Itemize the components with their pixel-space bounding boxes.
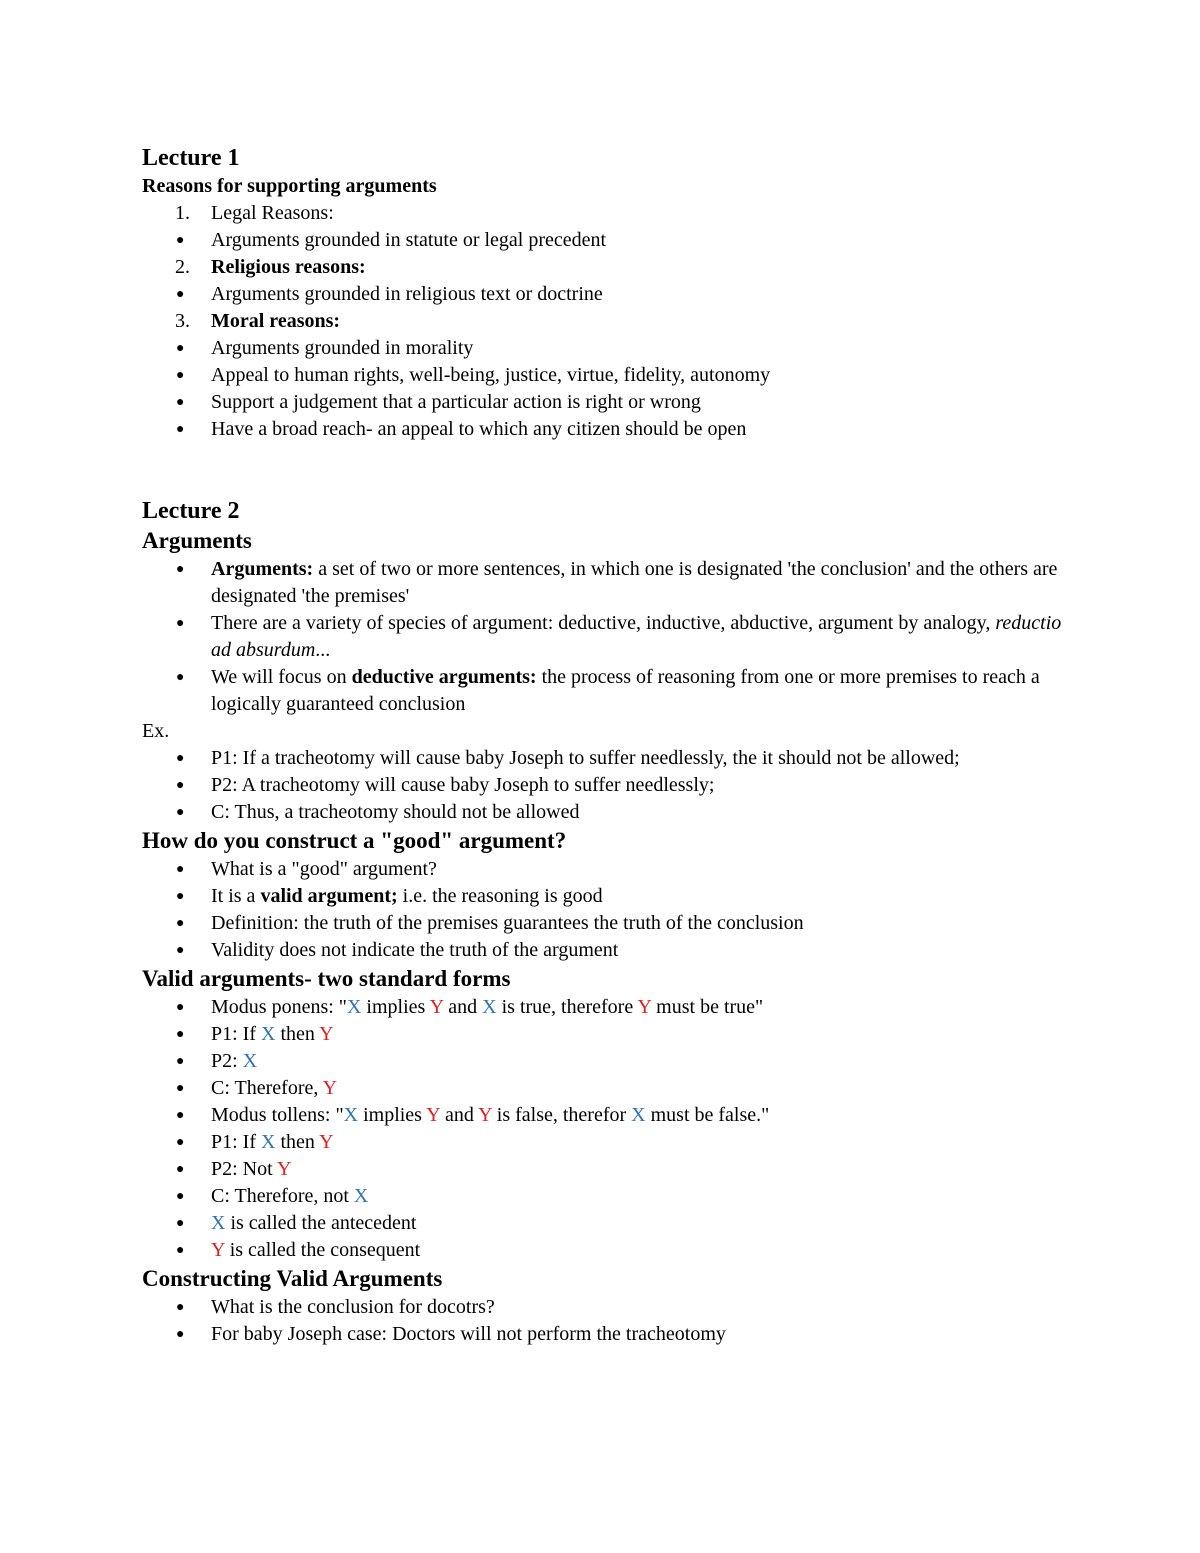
list-item — [142, 416, 1062, 443]
list-item — [142, 1075, 1062, 1102]
var-x: X — [242, 1050, 258, 1072]
bullet-icon: ● — [176, 1027, 185, 1042]
list-item — [142, 1294, 1062, 1321]
list-number: 1. — [175, 202, 190, 224]
list-item-text — [211, 1131, 334, 1153]
text-segment: and — [439, 1104, 479, 1126]
list-item-label: Legal Reasons: — [211, 202, 334, 224]
list-item — [142, 745, 1062, 772]
var-x: X — [211, 1212, 226, 1234]
list-item — [142, 994, 1062, 1021]
list-number: 3. — [175, 310, 190, 332]
bullet-icon: ● — [176, 1243, 185, 1258]
list-item — [142, 200, 1062, 227]
list-item-label: Religious reasons: — [211, 256, 366, 278]
list-item-text: Arguments grounded in religious text or doctrine — [211, 283, 603, 305]
list-item — [142, 227, 1062, 254]
bullet-icon: ● — [176, 395, 185, 410]
list-number: 2. — [175, 256, 190, 278]
list-item — [142, 883, 1062, 910]
bullet-icon: ● — [176, 751, 185, 766]
bullet-icon: ● — [176, 562, 185, 577]
document-page — [142, 143, 1062, 1348]
list-item-text: For baby Joseph case: Doctors will not perform the tracheotomy — [211, 1323, 726, 1345]
list-item — [142, 389, 1062, 416]
focus-pre: We will focus on — [211, 666, 352, 688]
list-item-text — [211, 885, 603, 907]
list-item-text: Validity does not indicate the truth of the argument — [211, 939, 619, 961]
text-segment: C: Therefore, — [211, 1077, 323, 1099]
text-segment: Modus tollens: " — [211, 1104, 344, 1126]
good-argument-heading: How do you construct a "good" argument? — [142, 828, 567, 853]
list-item-text — [211, 1077, 337, 1099]
valid-pre: It is a — [211, 885, 261, 907]
lecture-1-title: Lecture 1 — [142, 145, 240, 171]
list-item — [142, 556, 1062, 610]
var-y: Y — [478, 1104, 492, 1126]
list-item — [142, 1237, 1062, 1264]
list-item — [142, 610, 1062, 664]
list-item — [142, 281, 1062, 308]
var-x: X — [482, 996, 497, 1018]
list-item — [142, 254, 1062, 281]
bullet-icon: ● — [176, 1216, 185, 1231]
text-segment: must be true" — [651, 996, 764, 1018]
bullet-icon: ● — [176, 670, 185, 685]
list-item-text: Arguments grounded in morality — [211, 337, 474, 359]
list-item-text — [211, 666, 1040, 715]
ellipsis-text: ... — [315, 639, 331, 661]
var-x: X — [261, 1023, 276, 1045]
bullet-icon: ● — [176, 862, 185, 877]
term-bold: deductive arguments: — [351, 666, 537, 688]
var-y: Y — [211, 1239, 225, 1261]
bullet-icon: ● — [176, 1162, 185, 1177]
list-item — [142, 1321, 1062, 1348]
var-x: X — [353, 1185, 369, 1207]
var-y: Y — [319, 1131, 334, 1153]
bullet-icon: ● — [176, 1300, 185, 1315]
var-x: X — [343, 1104, 359, 1126]
term-bold: Arguments: — [211, 558, 314, 580]
list-item — [142, 1156, 1062, 1183]
bullet-icon: ● — [176, 368, 185, 383]
list-item-text — [211, 1050, 257, 1072]
text-segment: implies — [358, 1104, 427, 1126]
text-segment: P2: Not — [211, 1158, 277, 1180]
text-segment: P2: — [211, 1050, 243, 1072]
list-item-text — [211, 1212, 416, 1234]
list-item — [142, 335, 1062, 362]
constructing-heading: Constructing Valid Arguments — [142, 1266, 443, 1291]
species-text: There are a variety of species of argument: deductive, inductive, abductive, argument by analogy, — [211, 612, 996, 634]
bullet-icon: ● — [176, 805, 185, 820]
list-item — [142, 1102, 1062, 1129]
bullet-icon: ● — [176, 1108, 185, 1123]
var-x: X — [261, 1131, 276, 1153]
list-item-text: What is a "good" argument? — [211, 858, 437, 880]
bullet-icon: ● — [176, 778, 185, 793]
italic-term: reductio ad absurdum — [211, 612, 1062, 661]
list-item-text — [211, 1104, 769, 1126]
list-item-text — [211, 1158, 291, 1180]
text-segment: then — [275, 1023, 320, 1045]
bullet-icon: ● — [176, 1189, 185, 1204]
list-item-label: Moral reasons: — [211, 310, 341, 332]
bullet-icon: ● — [176, 943, 185, 958]
text-segment: Modus ponens: " — [211, 996, 347, 1018]
list-item — [142, 910, 1062, 937]
bullet-icon: ● — [176, 916, 185, 931]
text-segment: P1: If — [211, 1023, 261, 1045]
bullet-icon: ● — [176, 1081, 185, 1096]
list-item — [142, 664, 1062, 718]
list-item-text — [211, 1023, 334, 1045]
bullet-icon: ● — [176, 422, 185, 437]
list-item-text: Have a broad reach- an appeal to which any citizen should be open — [211, 418, 747, 440]
definition-text: the process of reasoning from one or more premises to reach a logically guaranteed conclusion — [211, 666, 1040, 715]
list-item-text: What is the conclusion for docotrs? — [211, 1296, 495, 1318]
list-item — [142, 308, 1062, 335]
lecture-1-subtitle: Reasons for supporting arguments — [142, 175, 437, 197]
list-item — [142, 937, 1062, 964]
list-item-text: Arguments grounded in statute or legal precedent — [211, 229, 607, 251]
bullet-icon: ● — [176, 287, 185, 302]
list-item-text: Support a judgement that a particular action is right or wrong — [211, 391, 701, 413]
var-y: Y — [319, 1023, 334, 1045]
bullet-icon: ● — [176, 1327, 185, 1342]
bullet-icon: ● — [176, 1135, 185, 1150]
list-item-text — [211, 1239, 420, 1261]
var-y: Y — [322, 1077, 338, 1099]
section-spacer — [142, 443, 1062, 496]
text-segment: must be false." — [645, 1104, 770, 1126]
bullet-icon: ● — [176, 341, 185, 356]
text-segment: is called the antecedent — [225, 1212, 417, 1234]
list-item-text — [211, 558, 1057, 607]
bullet-icon: ● — [176, 233, 185, 248]
bullet-icon: ● — [176, 1000, 185, 1015]
list-item-text: P2: A tracheotomy will cause baby Joseph to suffer needlessly; — [211, 774, 715, 796]
text-segment: then — [275, 1131, 320, 1153]
text-segment: and — [443, 996, 483, 1018]
valid-rest: i.e. the reasoning is good — [397, 885, 603, 907]
text-segment: P1: If — [211, 1131, 261, 1153]
list-item-text: Appeal to human rights, well-being, justice, virtue, fidelity, autonomy — [211, 364, 771, 386]
var-x: X — [346, 996, 362, 1018]
list-item — [142, 1183, 1062, 1210]
list-item — [142, 772, 1062, 799]
var-y: Y — [426, 1104, 440, 1126]
list-item — [142, 1210, 1062, 1237]
term-bold: valid argument; — [260, 885, 398, 907]
example-label: Ex. — [142, 720, 170, 742]
text-segment: C: Therefore, not — [211, 1185, 354, 1207]
lecture-2-title: Lecture 2 — [142, 498, 240, 524]
var-y: Y — [637, 996, 652, 1018]
list-item-text: P1: If a tracheotomy will cause baby Joseph to suffer needlessly, the it should not be allowed; — [211, 747, 960, 769]
var-x: X — [631, 1104, 646, 1126]
var-y: Y — [429, 996, 444, 1018]
list-item-text: C: Thus, a tracheotomy should not be allowed — [211, 801, 580, 823]
text-segment: is false, therefor — [491, 1104, 632, 1126]
list-item — [142, 1048, 1062, 1075]
list-item-text: Definition: the truth of the premises guarantees the truth of the conclusion — [211, 912, 804, 934]
list-item-text — [211, 996, 763, 1018]
valid-arguments-heading: Valid arguments- two standard forms — [142, 966, 511, 991]
text-segment: is called the consequent — [224, 1239, 421, 1261]
arguments-heading: Arguments — [142, 528, 252, 553]
list-item — [142, 1021, 1062, 1048]
text-segment: implies — [361, 996, 430, 1018]
list-item — [142, 799, 1062, 826]
list-item-text — [211, 612, 1061, 661]
list-item-text — [211, 1185, 368, 1207]
var-y: Y — [276, 1158, 292, 1180]
bullet-icon: ● — [176, 889, 185, 904]
definition-text: a set of two or more sentences, in which one is designated 'the conclusion' and the others are designated 'the premises' — [211, 558, 1058, 607]
list-item — [142, 362, 1062, 389]
bullet-icon: ● — [176, 616, 185, 631]
list-item — [142, 1129, 1062, 1156]
list-item — [142, 856, 1062, 883]
bullet-icon: ● — [176, 1054, 185, 1069]
text-segment: is true, therefore — [496, 996, 638, 1018]
